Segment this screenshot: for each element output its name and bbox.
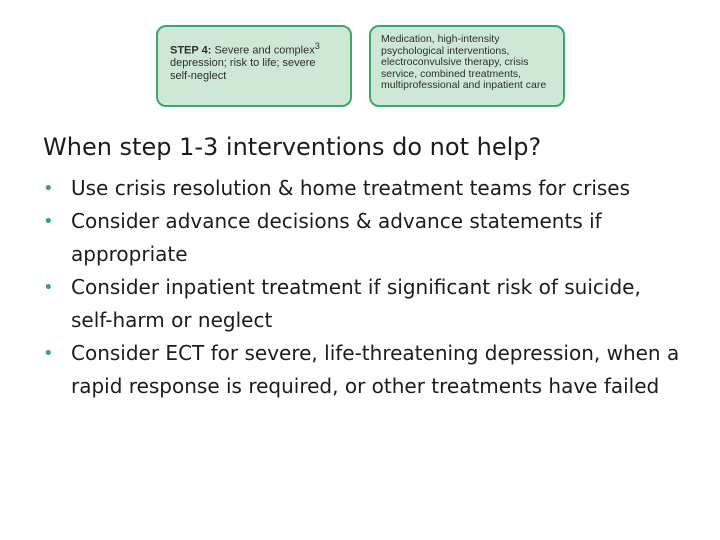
- step-description-prefix: Severe and complex: [214, 44, 315, 57]
- bullet-list: [43, 172, 683, 403]
- step-description-rest: depression; risk to life; severe self-neglect: [170, 57, 316, 82]
- list-item: [43, 271, 683, 337]
- bullet-text: Use crisis resolution & home treatment teams for crises: [71, 176, 631, 200]
- bullet-icon: •: [43, 178, 54, 199]
- bullet-text: Consider ECT for severe, life-threatening depression, when a rapid response is required, or other treatments have failed: [71, 341, 680, 398]
- bullet-text: Consider inpatient treatment if significant risk of suicide, self-harm or neglect: [71, 275, 641, 332]
- step-label: STEP 4:: [170, 44, 212, 57]
- step-superscript: 3: [314, 41, 320, 51]
- list-item: [43, 205, 683, 271]
- list-item: [43, 172, 683, 205]
- list-item: [43, 337, 683, 403]
- step-4-box: [156, 25, 352, 107]
- bullet-text: Consider advance decisions & advance statements if appropriate: [71, 209, 602, 266]
- slide-heading: When step 1-3 interventions do not help?: [43, 133, 542, 161]
- bullet-icon: •: [43, 277, 54, 298]
- treatment-box: [369, 25, 565, 107]
- bullet-icon: •: [43, 343, 54, 364]
- bullet-icon: •: [43, 211, 54, 232]
- treatment-text: Medication, high-intensity psychological interventions, electroconvulsive therapy, crisis service, combined treatments, multiprofessional and inpatient care: [381, 33, 547, 91]
